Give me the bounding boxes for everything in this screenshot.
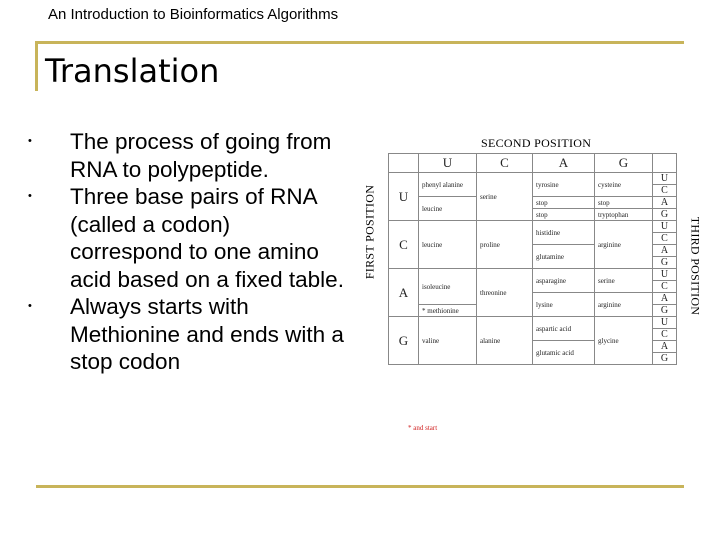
bullet-list bbox=[28, 128, 348, 376]
row-head-g: G bbox=[389, 317, 419, 365]
slide-title: Translation bbox=[45, 52, 220, 90]
cell-ac: threonine bbox=[477, 269, 533, 317]
third-u: U bbox=[653, 221, 677, 233]
third-c: C bbox=[653, 233, 677, 245]
cell-cg: arginine bbox=[595, 221, 653, 269]
third-position-label: THIRD POSITION bbox=[688, 216, 703, 316]
third-g: G bbox=[653, 353, 677, 365]
cell-gc: alanine bbox=[477, 317, 533, 365]
bullet-icon: • bbox=[28, 300, 32, 312]
cell-cc: proline bbox=[477, 221, 533, 269]
row-head-u: U bbox=[389, 173, 419, 221]
cell-uu-2: leucine bbox=[419, 197, 477, 221]
col-head-g: G bbox=[595, 154, 653, 173]
third-a: A bbox=[653, 245, 677, 257]
cell-ug-3: tryptophan bbox=[595, 209, 653, 221]
cell-ug-1: cysteine bbox=[595, 173, 653, 197]
col-head-c: C bbox=[477, 154, 533, 173]
cell-ca-1: histidine bbox=[533, 221, 595, 245]
third-a: A bbox=[653, 293, 677, 305]
cell-gg: glycine bbox=[595, 317, 653, 365]
col-head-a: A bbox=[533, 154, 595, 173]
third-a: A bbox=[653, 197, 677, 209]
codon-table-figure bbox=[358, 133, 708, 438]
third-g: G bbox=[653, 305, 677, 317]
first-position-label: FIRST POSITION bbox=[362, 184, 377, 280]
third-c: C bbox=[653, 281, 677, 293]
cell-gu: valine bbox=[419, 317, 477, 365]
third-u: U bbox=[653, 317, 677, 329]
cell-ga-2: glutamic acid bbox=[533, 341, 595, 365]
cell-ga-1: aspartic acid bbox=[533, 317, 595, 341]
codon-grid bbox=[388, 153, 677, 365]
cell-uu-1: phenyl alanine bbox=[419, 173, 477, 197]
cell-au-1: isoleucine bbox=[419, 269, 477, 305]
cell-au-2: * methionine bbox=[419, 305, 477, 317]
cell-ug-2: stop bbox=[595, 197, 653, 209]
bullet-item bbox=[28, 183, 348, 293]
third-g: G bbox=[653, 209, 677, 221]
bullet-icon: • bbox=[28, 135, 32, 147]
third-c: C bbox=[653, 185, 677, 197]
row-head-a: A bbox=[389, 269, 419, 317]
third-u: U bbox=[653, 173, 677, 185]
cell-ca-2: glutamine bbox=[533, 245, 595, 269]
footnote: * and start bbox=[408, 424, 438, 432]
bullet-text: Always starts with Methionine and ends with a stop codon bbox=[70, 294, 344, 374]
col-head-u: U bbox=[419, 154, 477, 173]
cell-uc: serine bbox=[477, 173, 533, 221]
bullet-text: Three base pairs of RNA (called a codon) correspond to one amino acid based on a fixed table. bbox=[70, 184, 344, 292]
cell-ag-1: serine bbox=[595, 269, 653, 293]
cell-ua-3: stop bbox=[533, 209, 595, 221]
second-position-label: SECOND POSITION bbox=[481, 136, 592, 150]
third-u: U bbox=[653, 269, 677, 281]
cell-ua-1: tyrosine bbox=[533, 173, 595, 197]
third-c: C bbox=[653, 329, 677, 341]
row-head-c: C bbox=[389, 221, 419, 269]
cell-cu: leucine bbox=[419, 221, 477, 269]
bullet-item bbox=[28, 293, 348, 376]
bottom-rule bbox=[36, 485, 684, 488]
slide-header: An Introduction to Bioinformatics Algorithms bbox=[48, 6, 339, 23]
cell-aa-2: lysine bbox=[533, 293, 595, 317]
bullet-text: The process of going from RNA to polypeptide. bbox=[70, 129, 332, 182]
third-g: G bbox=[653, 257, 677, 269]
bullet-item bbox=[28, 128, 348, 183]
cell-ag-2: arginine bbox=[595, 293, 653, 317]
bullet-icon: • bbox=[28, 190, 32, 202]
cell-aa-1: asparagine bbox=[533, 269, 595, 293]
third-a: A bbox=[653, 341, 677, 353]
cell-ua-2: stop bbox=[533, 197, 595, 209]
